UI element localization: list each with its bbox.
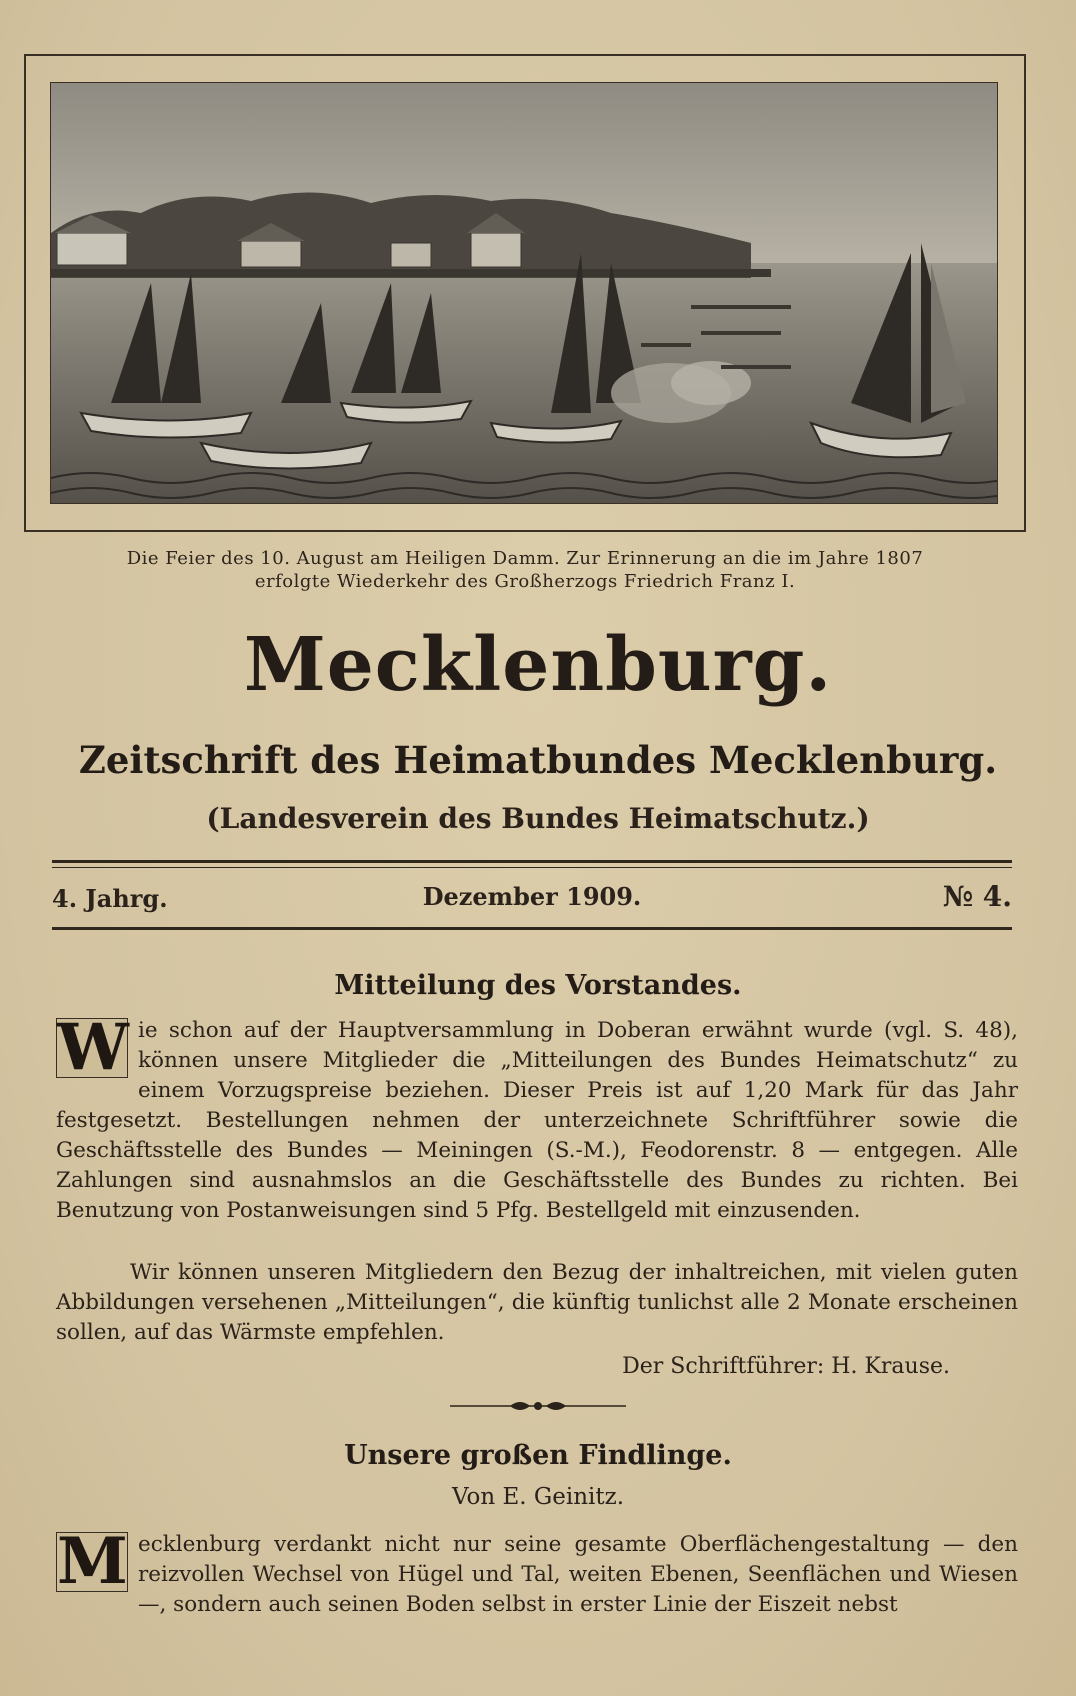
masthead-title: Mecklenburg.: [243, 622, 833, 708]
engraving-caption-line2: erfolgte Wiederkehr des Großherzogs Friedrich Franz I.: [254, 571, 796, 592]
article1-paragraph1: [56, 1010, 1018, 1226]
article2-heading: Unsere großen Findlinge.: [344, 1440, 732, 1471]
issue-number: № 4.: [942, 880, 1012, 913]
article2-drop-cap: M: [57, 1524, 128, 1599]
engraving-caption-line1: Die Feier des 10. August am Heiligen Damm. Zur Erinnerung an die im Jahre 1807: [126, 548, 924, 569]
issue-date: Dezember 1909.: [422, 882, 642, 911]
top-rule: [52, 860, 1012, 863]
masthead-subtitle: Zeitschrift des Heimatbundes Mecklenburg.: [78, 738, 998, 782]
section-divider-ornament: [450, 1398, 626, 1414]
top-rule-thin: [52, 867, 1012, 868]
article1-signature: Der Schriftführer: H. Krause.: [622, 1354, 950, 1379]
article1-paragraph1-text: ie schon auf der Hauptversammlung in Doberan erwähnt wurde (vgl. S. 48), können unsere Mitglieder die „Mitteilungen des Bundes Heimatschutz“ zu einem Vorzugspreise beziehen. Dieser Preis ist auf 1,20 Mark für das Jahr festgesetzt. Bestellungen nehmen der unterzeichnete Schriftführer sowie die Geschäftsstelle des Bundes — Meiningen (S.-M.), Feodorenstr. 8 — entgegen. Alle Zahlungen sind ausnahmslos an die Geschäftsstelle des Bundes zu richten. Bei Benutzung von Postanweisungen sind 5 Pfg. Bestellgeld mit einzusenden.: [56, 1018, 1018, 1223]
issue-year: 4. Jahrg.: [52, 884, 168, 913]
article1-drop-cap: W: [57, 1010, 129, 1085]
article2-paragraph1-text: ecklenburg verdankt nicht nur seine gesamte Oberflächengestaltung — den reizvollen Wechsel von Hügel und Tal, weiten Ebenen, Seenflächen und Wiesen —, sondern auch seinen Boden selbst in erster Linie der Eiszeit nebst: [138, 1532, 1018, 1617]
bottom-rule: [52, 927, 1012, 930]
harbor-regatta-illustration: [51, 83, 997, 503]
engraving-image: [50, 82, 998, 504]
issue-info-row: [52, 880, 1012, 916]
article2-paragraph1: [56, 1524, 1018, 1620]
article1-paragraph2: Wir können unseren Mitgliedern den Bezug der inhaltreichen, mit vielen guten Abbildungen versehenen „Mitteilungen“, die künftig tunlichst alle 2 Monate erscheinen sollen, auf das Wärmste empfehlen.: [56, 1260, 1018, 1345]
masthead-subsubtitle: (Landesverein des Bundes Heimatschutz.): [206, 802, 870, 835]
article2-byline: Von E. Geinitz.: [451, 1484, 625, 1510]
article1-heading: Mitteilung des Vorstandes.: [334, 970, 742, 1001]
